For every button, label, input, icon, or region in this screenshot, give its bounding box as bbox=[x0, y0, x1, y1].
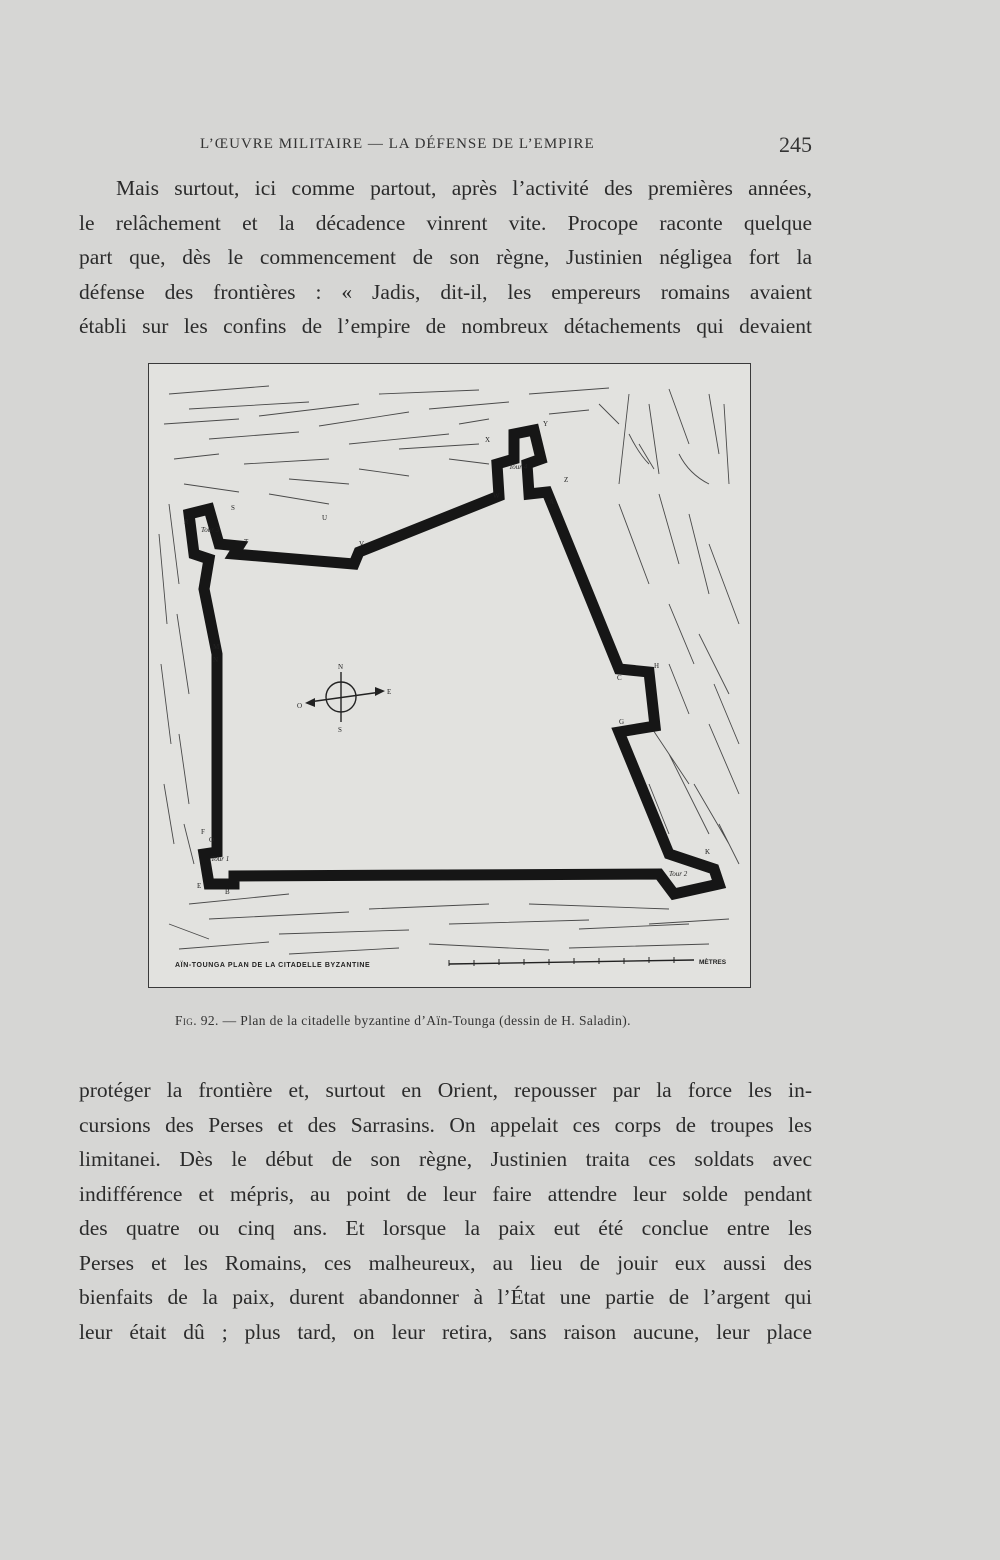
tower-3-label: Tour 3 bbox=[201, 526, 220, 534]
figure-caption bbox=[175, 1013, 735, 1029]
point-letter: O bbox=[209, 836, 215, 844]
point-letter: U bbox=[322, 514, 328, 522]
text-line: part que, dès le commencement de son règne, Justinien négligea fort la bbox=[79, 245, 812, 269]
text-line: des quatre ou cinq ans. Et lorsque la paix eut été conclue entre les bbox=[79, 1216, 812, 1240]
tower-2-label: Tour 2 bbox=[669, 870, 688, 878]
text-line: Perses et les Romains, ces malheureux, au lieu de jouir eux aussi des bbox=[79, 1250, 812, 1275]
text-line: cursions des Perses et des Sarrasins. On appelait ces corps de troupes les bbox=[79, 1112, 812, 1137]
point-letter: C bbox=[617, 674, 622, 682]
running-title: L’ŒUVRE MILITAIRE — LA DÉFENSE DE L’EMPIRE bbox=[200, 136, 595, 152]
point-letter: K bbox=[705, 848, 711, 856]
text-line: bienfaits de la paix, durent abandonner à l’État une partie de l’argent qui bbox=[79, 1285, 812, 1309]
text-line: limitanei. Dès le début de son règne, Justinien traita ces soldats avec bbox=[79, 1147, 812, 1171]
scale-bar bbox=[449, 957, 727, 966]
point-letter: G bbox=[619, 718, 625, 726]
point-letter: F bbox=[201, 828, 205, 836]
point-letter: V bbox=[359, 540, 365, 548]
text-line: protéger la frontière et, surtout en Orient, repousser par la force les in- bbox=[79, 1078, 812, 1102]
point-letter: H bbox=[654, 662, 660, 670]
point-letter: Z bbox=[564, 476, 569, 484]
point-letter: B bbox=[225, 888, 230, 896]
tower-4-label: Tour 4 bbox=[509, 463, 528, 471]
citadel-plan-drawing bbox=[149, 364, 752, 989]
text-line: établi sur les confins de l’empire de nombreux détachements qui devaient bbox=[79, 314, 812, 338]
citadel-walls bbox=[189, 430, 719, 894]
point-letter: M bbox=[213, 643, 220, 651]
point-letter: N bbox=[213, 656, 219, 664]
compass-rose bbox=[297, 663, 391, 734]
plan-point-letters bbox=[184, 420, 710, 896]
tower-1-label: Tour 1 bbox=[211, 855, 230, 863]
point-letter: T bbox=[244, 538, 249, 546]
page-header bbox=[200, 132, 812, 156]
point-letter: X bbox=[485, 436, 491, 444]
page-number: 245 bbox=[779, 132, 812, 157]
compass-letter: N bbox=[338, 663, 344, 671]
figure-caption-text: — Plan de la citadelle byzantine d’Aïn-Tounga (dessin de H. Saladin). bbox=[222, 1013, 631, 1028]
text-line: le relâchement et la décadence vinrent vite. Procope raconte quelque bbox=[79, 210, 812, 235]
compass-letter: S bbox=[338, 726, 342, 734]
point-letter: W bbox=[493, 492, 500, 500]
point-letter: A bbox=[549, 498, 555, 506]
paragraph-bottom bbox=[79, 1073, 812, 1349]
figure-number: Fig. 92. bbox=[175, 1013, 219, 1028]
point-letter: E bbox=[197, 882, 202, 890]
text-line: défense des frontières : « Jadis, dit-il, les empereurs romains avaient bbox=[79, 279, 812, 304]
plan-title: AÏN-TOUNGA PLAN DE LA CITADELLE BYZANTINE bbox=[175, 962, 371, 969]
point-letter: Y bbox=[543, 420, 549, 428]
compass-letter: O bbox=[297, 702, 303, 710]
scale-unit-label: MÈTRES bbox=[699, 959, 727, 966]
point-letter: R bbox=[184, 518, 189, 526]
point-letter: S bbox=[231, 504, 235, 512]
text-line: Mais surtout, ici comme partout, après l’activité des premières années, bbox=[116, 176, 812, 200]
text-line: leur était dû ; plus tard, on leur retira, sans raison aucune, leur place bbox=[79, 1319, 812, 1344]
paragraph-top bbox=[79, 171, 812, 344]
compass-letter: E bbox=[387, 688, 392, 696]
text-line: indifférence et mépris, au point de leur faire attendre leur solde pendant bbox=[79, 1181, 812, 1206]
citadel-plan-figure bbox=[148, 363, 751, 988]
